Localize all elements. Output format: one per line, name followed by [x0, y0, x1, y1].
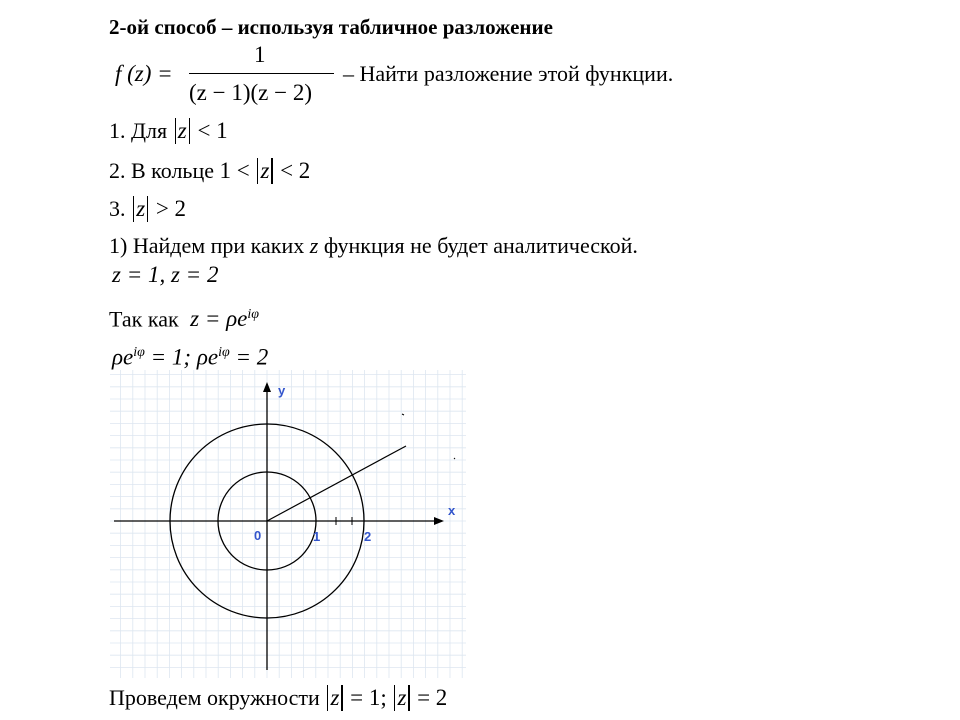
- abs-bar-right: [271, 158, 272, 184]
- case-1-expr: < 1: [197, 118, 228, 143]
- fraction-numerator: 1: [254, 42, 266, 67]
- rho-eq-part2: = 1; ρe: [150, 344, 219, 370]
- since-exponent: iφ: [247, 307, 260, 322]
- abs-bar-right: [147, 196, 148, 222]
- abs-bar-left: [394, 685, 395, 711]
- rho-eq-exp1: iφ: [133, 345, 145, 360]
- abs-bar-left: [327, 685, 328, 711]
- rho-equations: [112, 340, 268, 371]
- radius-ray: [267, 446, 406, 521]
- tick-label-1: 1: [313, 529, 321, 544]
- case-2-expr-left: 1 <: [219, 158, 250, 183]
- footer-expr-end: = 2: [417, 685, 448, 710]
- case-3-prefix: 3.: [109, 196, 126, 221]
- case-1: [109, 118, 228, 144]
- rho-eq-exp2: iφ: [218, 345, 230, 360]
- abs-bar-left: [257, 158, 258, 184]
- step-1-before: 1) Найдем при каких: [109, 233, 305, 258]
- y-axis-label: y: [278, 383, 286, 398]
- stray-mark: [454, 458, 455, 459]
- abs-var: z: [397, 685, 407, 710]
- abs-bar-right: [341, 685, 342, 711]
- singular-points: z = 1, z = 2: [112, 262, 219, 287]
- fraction-bar: [189, 73, 334, 74]
- abs-bar-right: [189, 118, 190, 144]
- rho-eq-part1: ρe: [112, 344, 134, 370]
- case-2-prefix: 2. В кольце: [109, 158, 215, 183]
- origin-label: 0: [254, 528, 262, 543]
- case-2-expr-right: < 2: [280, 158, 311, 183]
- abs-var: z: [330, 685, 340, 710]
- tick-label-2: 2: [364, 529, 372, 544]
- since-label: Так как: [109, 306, 179, 332]
- step-1-after: функция не будет аналитической.: [323, 233, 638, 258]
- case-2: [109, 158, 310, 184]
- slide-heading: 2-ой способ – используя табличное разложение: [109, 15, 553, 39]
- rho-eq-part3: = 2: [235, 344, 269, 370]
- grid-lines: [110, 370, 466, 678]
- footer-line: [109, 685, 447, 711]
- step-1-var: z: [309, 233, 319, 258]
- case-3-expr: > 2: [155, 196, 187, 221]
- fraction-denominator: (z − 1)(z − 2): [189, 80, 312, 105]
- function-task-text: – Найти разложение этой функции.: [343, 61, 674, 86]
- complex-plane-diagram: [110, 370, 466, 678]
- abs-var: z: [260, 158, 270, 183]
- footer-text: Проведем окружности: [109, 685, 320, 710]
- abs-var: z: [177, 118, 187, 143]
- function-lhs: f (z) =: [115, 61, 173, 86]
- abs-bar-left: [133, 196, 134, 222]
- since-line: [109, 302, 259, 332]
- since-formula: z = ρe: [190, 306, 248, 332]
- step-1-text: [109, 233, 638, 259]
- case-1-prefix: 1. Для: [109, 118, 168, 143]
- abs-bar-left: [175, 118, 176, 144]
- case-3: [109, 196, 186, 222]
- x-axis-arrow: [434, 517, 444, 525]
- footer-expr-mid: = 1;: [350, 685, 387, 710]
- abs-var: z: [136, 196, 146, 221]
- stray-mark: [402, 414, 404, 415]
- abs-bar-right: [408, 685, 409, 711]
- x-axis-label: x: [448, 503, 456, 518]
